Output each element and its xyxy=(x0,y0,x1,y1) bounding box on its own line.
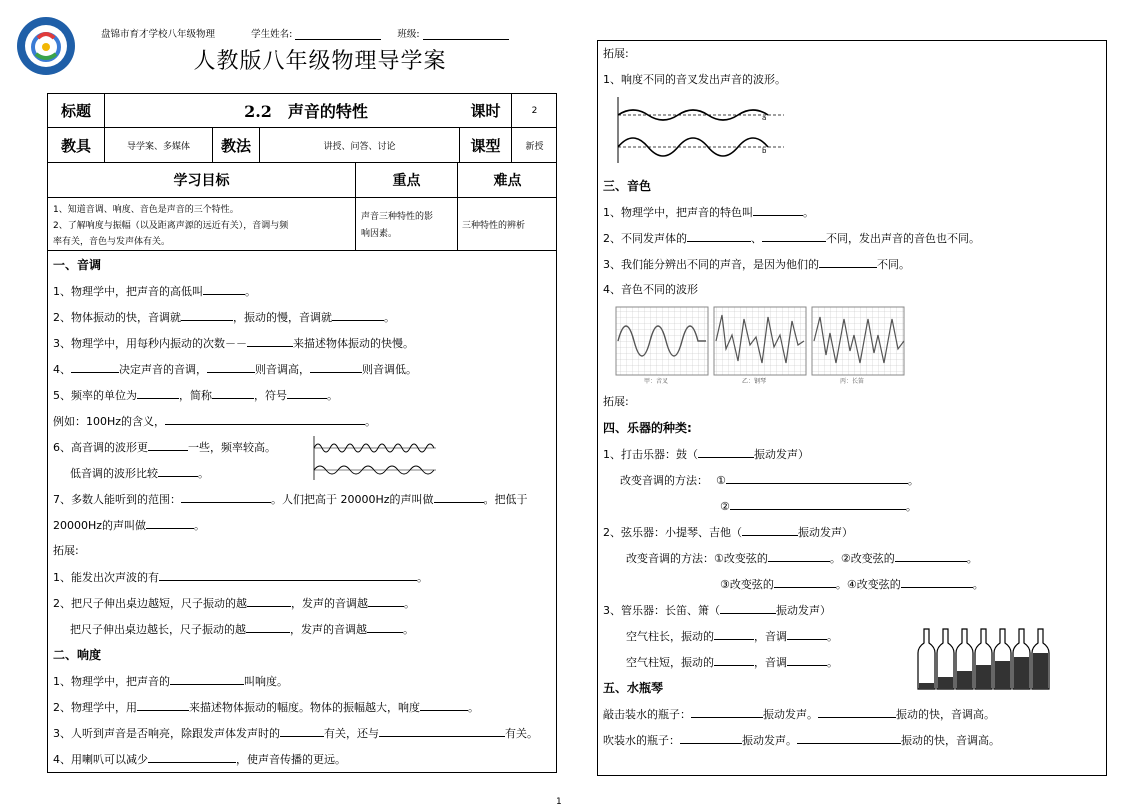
answer-blank[interactable] xyxy=(797,733,901,744)
question-text: 。 xyxy=(403,623,414,636)
answer-blank[interactable] xyxy=(146,518,194,529)
question-text: 3、我们能分辨出不同的声音，是因为他们的 xyxy=(603,258,819,271)
section-pitch: 一、音调 xyxy=(53,258,102,272)
waveform-caption-3: 丙：长笛 xyxy=(840,378,865,385)
question-text: 来描述物体振动的幅度。物体的振幅越大，响度 xyxy=(189,701,420,714)
pitch-item-4 xyxy=(53,362,417,377)
period-label: 课时 xyxy=(460,94,512,128)
tools-label: 教具 xyxy=(48,128,105,163)
timbre-item-1 xyxy=(603,205,814,220)
goal-label: 学习目标 xyxy=(48,163,356,198)
question-text: 2、弦乐器：小提琴、吉他（ xyxy=(603,526,742,539)
goal-line-1: 1、知道音调、响度、音色是声音的三个特性。 xyxy=(53,205,239,215)
answer-blank[interactable] xyxy=(148,440,188,451)
right-extension-label: 拓展: xyxy=(603,47,629,60)
question-text: 一些，频率较高。 xyxy=(188,441,276,454)
question-text: ，音调 xyxy=(754,656,787,669)
answer-blank[interactable] xyxy=(280,726,324,737)
question-text: 1、打击乐器：鼓（ xyxy=(603,448,698,461)
question-text: 1、能发出次声波的有 xyxy=(53,571,159,584)
pitch-item-3 xyxy=(53,336,414,351)
question-text: ，简称 xyxy=(179,389,212,402)
answer-blank[interactable] xyxy=(726,473,908,484)
question-text: 吹装水的瓶子： xyxy=(603,734,680,747)
question-text: 改变音调的方法：①改变弦的 xyxy=(626,552,768,565)
question-text: 振动的快，音调高。 xyxy=(901,734,1000,747)
type-value: 新授 xyxy=(512,128,557,163)
answer-blank[interactable] xyxy=(247,596,291,607)
answer-blank[interactable] xyxy=(170,674,244,685)
answer-blank[interactable] xyxy=(137,388,179,399)
page-title: 人教版八年级物理导学案 xyxy=(193,49,447,74)
answer-blank[interactable] xyxy=(753,205,803,216)
header-line xyxy=(101,26,509,40)
class-blank[interactable] xyxy=(423,30,509,40)
question-text: 来描述物体振动的快慢。 xyxy=(293,337,414,350)
answer-blank[interactable] xyxy=(714,655,754,666)
question-text: ，振动的慢，音调就 xyxy=(233,311,332,324)
pitch-item-5 xyxy=(53,388,338,403)
question-text: 4、 xyxy=(53,363,71,376)
answer-blank[interactable] xyxy=(212,388,254,399)
string-item xyxy=(603,525,853,540)
right-panel xyxy=(597,40,1107,776)
pitch-item-1 xyxy=(53,284,256,299)
answer-blank[interactable] xyxy=(368,596,404,607)
answer-blank[interactable] xyxy=(71,362,119,373)
question-text: 。 xyxy=(404,597,415,610)
answer-blank[interactable] xyxy=(680,733,742,744)
answer-blank[interactable] xyxy=(310,362,362,373)
class-label: 班级: xyxy=(397,29,420,40)
timbre-item-3 xyxy=(603,257,910,272)
key-text: 声音三种特性的影 响因素。 xyxy=(356,198,458,251)
percussion-method-2 xyxy=(720,499,917,514)
answer-blank[interactable] xyxy=(158,466,198,477)
loudness-item-3 xyxy=(53,726,538,741)
question-text: 3、人听到声音是否响亮，除跟发声体发声时的 xyxy=(53,727,280,740)
question-text: 5、频率的单位为 xyxy=(53,389,137,402)
waveform-caption-1: 甲：音叉 xyxy=(644,378,669,385)
section-loudness: 二、响度 xyxy=(53,648,102,662)
question-text: 振动发声） xyxy=(754,448,809,461)
school-logo xyxy=(16,16,76,76)
question-text: 振动发声） xyxy=(776,604,831,617)
question-text: 敲击装水的瓶子： xyxy=(603,708,691,721)
answer-blank[interactable] xyxy=(714,629,754,640)
answer-blank[interactable] xyxy=(819,257,877,268)
question-text: ，音调 xyxy=(754,630,787,643)
question-text: 。 xyxy=(194,519,206,532)
answer-blank[interactable] xyxy=(207,362,255,373)
answer-blank[interactable] xyxy=(691,707,763,718)
question-text: ，发声的音调越 xyxy=(290,623,367,636)
goal-text xyxy=(48,198,356,251)
answer-blank[interactable] xyxy=(818,707,896,718)
loudness-item-2 xyxy=(53,700,479,715)
pitch-example xyxy=(53,414,376,429)
question-text: 振动发声。 xyxy=(763,708,818,721)
hearing-range-2 xyxy=(53,518,205,533)
question-text: ，发声的音调越 xyxy=(291,597,368,610)
string-method-2 xyxy=(720,577,984,592)
question-text: 2、物体振动的快，音调就 xyxy=(53,311,181,324)
loudness-item-4 xyxy=(53,752,346,767)
answer-blank[interactable] xyxy=(137,700,189,711)
difficult-label: 难点 xyxy=(458,163,557,198)
pitch-item-6 xyxy=(53,440,276,455)
question-text: 6、高音调的波形更 xyxy=(53,441,148,454)
question-text: 、 xyxy=(751,232,762,245)
tuning-fork-caption: 1、响度不同的音叉发出声音的波形。 xyxy=(603,73,786,86)
question-text: 20000Hz的声叫做 xyxy=(53,519,147,532)
pitch-waveform-icon xyxy=(310,434,440,482)
question-text: 。 xyxy=(198,467,209,480)
wind-long xyxy=(626,629,838,644)
answer-blank[interactable] xyxy=(787,629,827,640)
school-name: 盘锦市育才学校八年级物理 xyxy=(101,29,216,40)
question-text: 2、把尺子伸出桌边越短，尺子振动的越 xyxy=(53,597,247,610)
answer-blank[interactable] xyxy=(181,310,233,321)
period-value: 2 xyxy=(512,94,557,128)
pitch-item-6b xyxy=(70,466,209,481)
timbre-item-2 xyxy=(603,231,980,246)
question-text: 1、物理学中，把声音的特色叫 xyxy=(603,206,753,219)
section-water-bottle: 五、水瓶琴 xyxy=(603,681,664,695)
extension-1 xyxy=(53,570,428,585)
pitch-item-2 xyxy=(53,310,395,325)
question-text: 。②改变弦的 xyxy=(829,552,895,565)
answer-blank[interactable] xyxy=(148,752,236,763)
answer-blank[interactable] xyxy=(420,700,468,711)
answer-blank[interactable] xyxy=(787,655,827,666)
water-blow xyxy=(603,733,1000,748)
method-value: 讲授、问答、讨论 xyxy=(260,128,460,163)
answer-blank[interactable] xyxy=(895,551,967,562)
key-label: 重点 xyxy=(356,163,458,198)
question-text: 3、物理学中，用每秒内振动的次数－－ xyxy=(53,337,247,350)
question-text: 1、物理学中，把声音的 xyxy=(53,675,170,688)
question-text: 。④改变弦的 xyxy=(835,578,901,591)
answer-blank[interactable] xyxy=(246,622,290,633)
timbre-waveforms-icon xyxy=(614,305,910,385)
question-text: 。 xyxy=(827,630,838,643)
question-text: 空气柱短，振动的 xyxy=(626,656,714,669)
answer-blank[interactable] xyxy=(742,525,798,536)
question-text: 1、物理学中，把声音的高低叫 xyxy=(53,285,203,298)
question-text: ③改变弦的 xyxy=(720,578,774,591)
title-label: 标题 xyxy=(48,94,105,128)
answer-blank[interactable] xyxy=(901,577,973,588)
question-text: 。 xyxy=(245,285,256,298)
water-bottles-icon xyxy=(916,625,1056,693)
svg-text:b: b xyxy=(762,147,767,155)
question-text: 3、管乐器：长笛、箫（ xyxy=(603,604,720,617)
answer-blank[interactable] xyxy=(768,551,830,562)
answer-blank[interactable] xyxy=(203,284,245,295)
student-name-blank[interactable] xyxy=(295,30,381,40)
question-text: 。 xyxy=(468,701,479,714)
question-text: ，符号 xyxy=(254,389,287,402)
answer-blank[interactable] xyxy=(379,726,505,737)
question-text: 有关，还与 xyxy=(324,727,379,740)
question-text: 。 xyxy=(384,311,395,324)
wind-short xyxy=(626,655,838,670)
goal-line-2: 2、了解响度与振幅（以及距离声源的远近有关），音调与频 xyxy=(53,221,289,231)
question-text: 叫响度。 xyxy=(244,675,288,688)
question-text: 例如：100Hz的含义， xyxy=(53,415,166,428)
extension-label: 拓展: xyxy=(53,544,79,557)
student-name-label: 学生姓名: xyxy=(251,29,293,40)
question-text: 有关。 xyxy=(505,727,538,740)
lesson-title: 2.2 声音的特性 xyxy=(105,94,508,128)
answer-blank[interactable] xyxy=(247,336,293,347)
answer-blank[interactable] xyxy=(720,603,776,614)
wind-item xyxy=(603,603,831,618)
answer-blank[interactable] xyxy=(165,414,365,425)
question-text: 改变音调的方法： xyxy=(620,474,708,487)
question-text: 。 xyxy=(905,500,917,513)
answer-blank[interactable] xyxy=(730,499,906,510)
svg-text:a: a xyxy=(762,114,767,122)
question-text: 。 xyxy=(803,206,814,219)
answer-blank[interactable] xyxy=(159,570,417,581)
goal-line-3: 率有关，音色与发声体有关。 xyxy=(53,237,171,247)
answer-blank[interactable] xyxy=(774,577,836,588)
question-text: 把尺子伸出桌边越长，尺子振动的越 xyxy=(70,623,246,636)
question-text: 4、用喇叭可以减少 xyxy=(53,753,148,766)
question-text: 振动发声） xyxy=(798,526,853,539)
question-text: 2、不同发声体的 xyxy=(603,232,687,245)
answer-blank[interactable] xyxy=(687,231,751,242)
question-text: ① xyxy=(716,474,726,487)
question-text: 。 xyxy=(966,552,978,565)
right-extension-label-2: 拓展: xyxy=(603,395,629,408)
question-text: ，使声音传播的更远。 xyxy=(236,753,346,766)
question-text: 。 xyxy=(827,656,838,669)
hearing-range xyxy=(53,492,528,507)
extension-2 xyxy=(53,596,415,611)
question-text: 决定声音的音调， xyxy=(119,363,207,376)
question-text: 低音调的波形比较 xyxy=(70,467,158,480)
question-text: 。把低于 xyxy=(483,493,528,506)
type-label: 课型 xyxy=(460,128,512,163)
question-text: 则音调高， xyxy=(255,363,310,376)
lesson-table xyxy=(47,93,557,773)
page-number: 1 xyxy=(556,797,562,807)
question-text: 不同。 xyxy=(877,258,910,271)
question-text: 则音调低。 xyxy=(362,363,417,376)
question-text: 。 xyxy=(907,474,919,487)
difficult-text: 三种特性的辨析 xyxy=(458,198,557,251)
method-label: 教法 xyxy=(213,128,260,163)
question-text: 。 xyxy=(327,389,338,402)
answer-blank[interactable] xyxy=(181,492,271,503)
answer-blank[interactable] xyxy=(287,388,327,399)
timbre-item-4: 4、音色不同的波形 xyxy=(603,283,698,296)
section-timbre: 三、音色 xyxy=(603,179,652,193)
tools-value: 导学案、多媒体 xyxy=(105,128,213,163)
extension-3 xyxy=(70,622,414,637)
question-text: 。 xyxy=(972,578,984,591)
percussion-item xyxy=(603,447,809,462)
answer-blank[interactable] xyxy=(434,492,484,503)
answer-blank[interactable] xyxy=(367,622,403,633)
question-text: ② xyxy=(720,500,730,513)
answer-blank[interactable] xyxy=(332,310,384,321)
section-instruments: 四、乐器的种类: xyxy=(603,421,692,435)
question-text: 不同，发出声音的音色也不同。 xyxy=(826,232,980,245)
string-method-1 xyxy=(626,551,978,566)
question-text: 振动的快，音调高。 xyxy=(896,708,995,721)
question-text: 。 xyxy=(365,415,377,428)
loudness-item-1 xyxy=(53,674,288,689)
question-text: 振动发声。 xyxy=(742,734,797,747)
answer-blank[interactable] xyxy=(762,231,826,242)
question-text: 。 xyxy=(417,571,428,584)
question-text: 。人们把高于 20000Hz的声叫做 xyxy=(271,493,434,506)
answer-blank[interactable] xyxy=(698,447,754,458)
waveform-caption-2: 乙：钢琴 xyxy=(742,378,767,385)
loudness-waveform-icon xyxy=(614,95,786,165)
percussion-method-1 xyxy=(620,473,919,488)
question-text: 7、多数人能听到的范围： xyxy=(53,493,181,506)
question-text: 2、物理学中，用 xyxy=(53,701,137,714)
question-text: 空气柱长，振动的 xyxy=(626,630,714,643)
water-knock xyxy=(603,707,995,722)
